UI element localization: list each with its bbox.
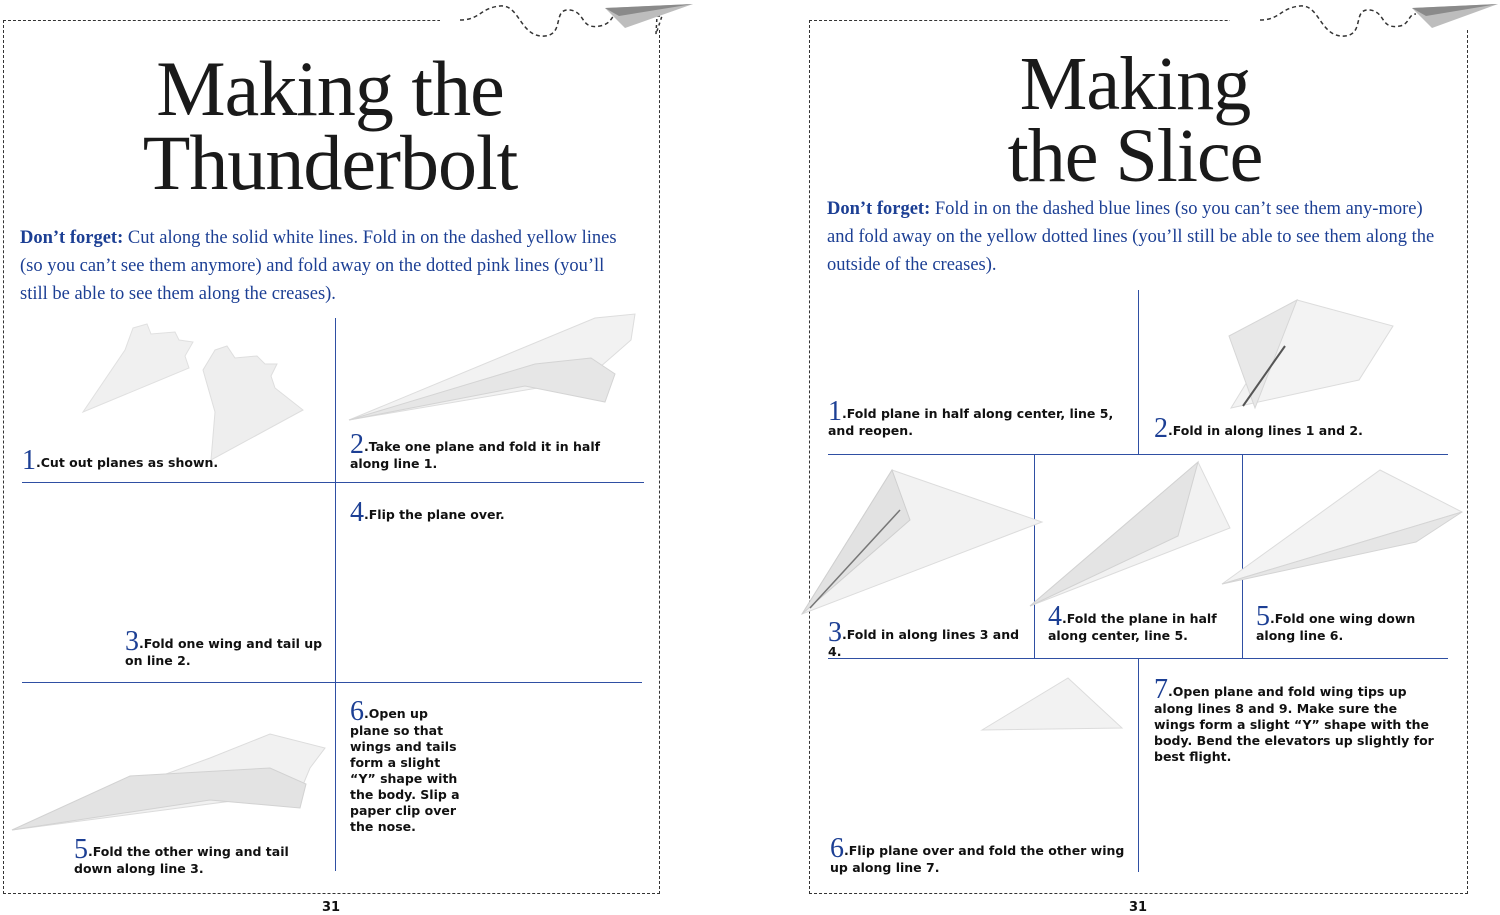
grid-vertical-rule: [335, 318, 336, 871]
step-text: Flip plane over and fold the other wing up along line 7.: [830, 843, 1125, 875]
step-1: 1.Fold plane in half along center, line 5, and reopen.: [828, 396, 1114, 438]
step-text: Fold plane in half along center, line 5, and reopen.: [828, 406, 1114, 438]
step-text: Fold the other wing and tail down along line 3.: [74, 844, 289, 876]
page-number: 31: [1129, 900, 1148, 915]
intro-paragraph: [20, 224, 635, 308]
grid-vertical-rule: [1138, 658, 1139, 872]
step-number: 5: [74, 834, 88, 865]
step-number: 6: [830, 833, 844, 864]
step-number: 1: [828, 396, 842, 427]
step-2: 2.Fold in along lines 1 and 2.: [1154, 413, 1363, 444]
step-text: Fold one wing down along line 6.: [1256, 611, 1416, 643]
step-text: Fold in along lines 3 and 4.: [828, 627, 1020, 659]
step-7: 7.Open plane and fold wing tips up along lines 8 and 9. Make sure the wings form a slight “Y” shape with the body. Bend the elevators up slightly for best flight.: [1154, 674, 1434, 764]
step-number: 6: [350, 696, 364, 727]
title-line-2: the Slice: [1007, 114, 1263, 199]
intro-lead: Don’t forget:: [827, 199, 931, 219]
step-3: 3.Fold in along lines 3 and 4.: [828, 617, 1020, 659]
title-line-2: Thunderbolt: [142, 119, 518, 207]
step-number: 3: [125, 626, 139, 657]
step-text: Open up plane so that wings and tails form a slight “Y” shape with the body. Slip a paper clip over the nose.: [350, 706, 460, 834]
step-number: 5: [1256, 601, 1270, 632]
step-number: 4: [350, 497, 364, 528]
step-3: 3.Fold one wing and tail up on line 2.: [125, 626, 323, 668]
step-4: 4.Fold the plane in half along center, line 5.: [1048, 601, 1217, 643]
step-number: 1: [22, 445, 36, 476]
right-page: [800, 0, 1500, 913]
intro-lead: Don’t forget:: [20, 228, 124, 248]
step-text: Take one plane and fold it in half along line 1.: [350, 439, 601, 471]
open-plane-illustration: [10, 728, 330, 833]
folded-lines-3-4-illustration: [800, 466, 1045, 616]
wing-down-illustration: [1220, 466, 1470, 586]
page-number: 31: [322, 900, 341, 915]
grid-horizontal-rule: [22, 682, 642, 683]
step-number: 2: [350, 429, 364, 460]
grid-horizontal-rule: [828, 454, 1448, 455]
folded-half-illustration: [1028, 460, 1233, 610]
step-number: 4: [1048, 601, 1062, 632]
step-text: Fold the plane in half along center, line 5.: [1048, 611, 1217, 643]
left-page: [0, 0, 700, 913]
grid-vertical-rule: [1138, 290, 1139, 454]
step-text: Cut out planes as shown.: [40, 455, 219, 470]
grid-horizontal-rule: [22, 482, 644, 483]
paper-plane-icon: [1412, 2, 1500, 32]
step-1: 1.Cut out planes as shown.: [22, 445, 219, 476]
step-number: 3: [828, 617, 842, 648]
title-line-1: Making: [1019, 42, 1251, 126]
step-5: 5.Fold the other wing and tail down along line 3.: [74, 834, 289, 876]
intro-paragraph: [827, 195, 1442, 279]
intro-text: Cut along the solid white lines. Fold in on the dashed yellow lines (so you can’t see them anymore) and fold away on the dotted pink lines (you’ll still be able to see them along the creases).: [20, 228, 617, 304]
cut-planes-illustration: [75, 320, 320, 465]
fold-in-illustration: [1225, 296, 1395, 412]
step-5: 5.Fold one wing down along line 6.: [1256, 601, 1416, 643]
title-line-1: Making the: [156, 45, 504, 132]
page-title: [970, 42, 1300, 199]
flip-plane-illustration: [980, 676, 1125, 734]
step-text: Fold in along lines 1 and 2.: [1172, 423, 1363, 438]
step-4: 4.Flip the plane over.: [350, 497, 505, 528]
step-text: Flip the plane over.: [368, 507, 505, 522]
step-text: Fold one wing and tail up on line 2.: [125, 636, 323, 668]
step-text: Open plane and fold wing tips up along lines 8 and 9. Make sure the wings form a slight “Y” shape with the body. Bend the elevators up slightly for best flight.: [1154, 684, 1434, 764]
intro-text: Fold in on the dashed blue lines (so you can’t see them any-more) and fold away on the yellow dotted lines (you’ll still be able to see them along the outside of the creases).: [827, 199, 1435, 275]
step-number: 2: [1154, 413, 1168, 444]
step-2: 2.Take one plane and fold it in half along line 1.: [350, 429, 601, 471]
page-title: [80, 45, 580, 207]
paper-plane-icon: [605, 2, 695, 32]
folded-half-illustration: [345, 310, 640, 425]
step-6: 6.Open up plane so that wings and tails form a slight “Y” shape with the body. Slip a paper clip over the nose.: [350, 696, 460, 834]
step-number: 7: [1154, 674, 1168, 705]
step-6: 6.Flip plane over and fold the other wing up along line 7.: [830, 833, 1125, 875]
